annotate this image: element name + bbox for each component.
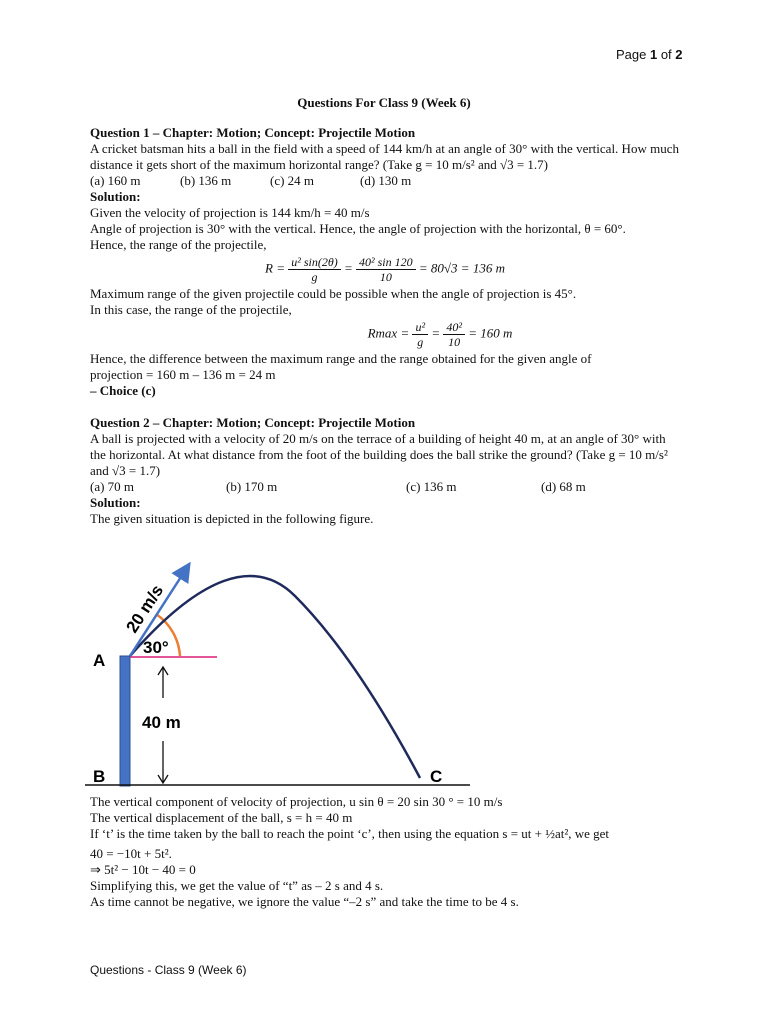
q2-choice-d: (d) 68 m xyxy=(541,479,586,494)
q1-line: Maximum range of the given projectile could be possible when the angle of projection is 45°. xyxy=(90,286,577,301)
q2-line: Simplifying this, we get the value of “t” as – 2 s and 4 s. xyxy=(90,878,384,893)
point-a-label: A xyxy=(93,651,106,670)
q1-choices xyxy=(90,173,680,189)
velocity-label: 20 m/s xyxy=(122,581,168,637)
page-number: Page 1 of 2 xyxy=(616,47,683,62)
angle-label: 30° xyxy=(143,638,169,657)
building xyxy=(120,656,130,786)
q2-line: If ‘t’ is the time taken by the ball to reach the point ‘c’, then using the equation s = ut + ½at², we get xyxy=(90,826,610,841)
q1-line: Hence, the range of the projectile, xyxy=(90,237,267,252)
q2-line: ⇒ 5t² − 10t − 40 = 0 xyxy=(90,862,196,877)
q2-choice-c: (c) 136 m xyxy=(406,479,457,494)
q2-solution-body xyxy=(90,794,680,910)
point-c-label: C xyxy=(430,767,443,786)
q2-line: The vertical displacement of the ball, s = h = 40 m xyxy=(90,810,353,825)
height-label: 40 m xyxy=(142,713,181,732)
q1-text: A cricket batsman hits a ball in the field with a speed of 144 km/h at an angle of 30° with the vertical. How much distance it gets short of the maximum horizontal range? (Take g = 10 m/s² and √3 = 1.7) xyxy=(90,141,679,172)
page-footer: Questions - Class 9 (Week 6) xyxy=(90,963,247,977)
q2-line: As time cannot be negative, we ignore the value “–2 s” and take the time to be 4 s. xyxy=(90,894,519,909)
q1-line: In this case, the range of the projectile, xyxy=(90,302,292,317)
document-body xyxy=(90,125,680,527)
q2-text: A ball is projected with a velocity of 20 m/s on the terrace of a building of height 40 m, at an angle of 30° with the horizontal. At what distance from the foot of the building does the ball strike the ground? (Take g = 10 m/s² and √3 = 1.7) xyxy=(90,431,668,478)
q2-line: The vertical component of velocity of projection, u sin θ = 20 sin 30 ° = 10 m/s xyxy=(90,794,503,809)
q2-heading: Question 2 – Chapter: Motion; Concept: Projectile Motion xyxy=(90,415,416,430)
q1-range-equation: R = $\frac{\text{u² sin(2θ)}}{g}$ = $\frac{\text{40² sin 120}}{10}$ = 80√3 = 136 m xyxy=(265,255,505,284)
q1-solution-label: Solution: xyxy=(90,189,141,204)
q2-choices xyxy=(90,479,680,495)
point-b-label: B xyxy=(93,767,106,786)
q1-choice-b: (b) 136 m xyxy=(180,173,232,188)
q1-choice-d: (d) 130 m xyxy=(360,173,412,188)
document-title: Questions For Class 9 (Week 6) xyxy=(297,95,471,110)
q1-answer: – Choice (c) xyxy=(90,383,156,398)
q1-line: projection = 160 m – 136 m = 24 m xyxy=(90,367,276,382)
q2-intro: The given situation is depicted in the following figure. xyxy=(90,511,374,526)
q1-heading: Question 1 – Chapter: Motion; Concept: Projectile Motion xyxy=(90,125,416,140)
q2-choice-a: (a) 70 m xyxy=(90,479,135,494)
q1-line: Angle of projection is 30° with the vertical. Hence, the angle of projection with the horizontal, θ = 60°. xyxy=(90,221,626,236)
q1-max-range-equation: Rmax = $\frac{\text{u²}}{g}$ = $\frac{\text{40²}}{10}$ = 160 m xyxy=(367,320,513,349)
q2-solution-label: Solution: xyxy=(90,495,141,510)
q1-choice-c: (c) 24 m xyxy=(270,173,315,188)
q2-line: 40 = −10t + 5t². xyxy=(90,846,172,861)
trajectory-path xyxy=(130,576,420,778)
q1-choice-a: (a) 160 m xyxy=(90,173,141,188)
q1-line: Hence, the difference between the maximum range and the range obtained for the given angle of xyxy=(90,351,592,366)
q1-line: Given the velocity of projection is 144 km/h = 40 m/s xyxy=(90,205,370,220)
q2-choice-b: (b) 170 m xyxy=(226,479,278,494)
projectile-figure xyxy=(85,556,485,791)
